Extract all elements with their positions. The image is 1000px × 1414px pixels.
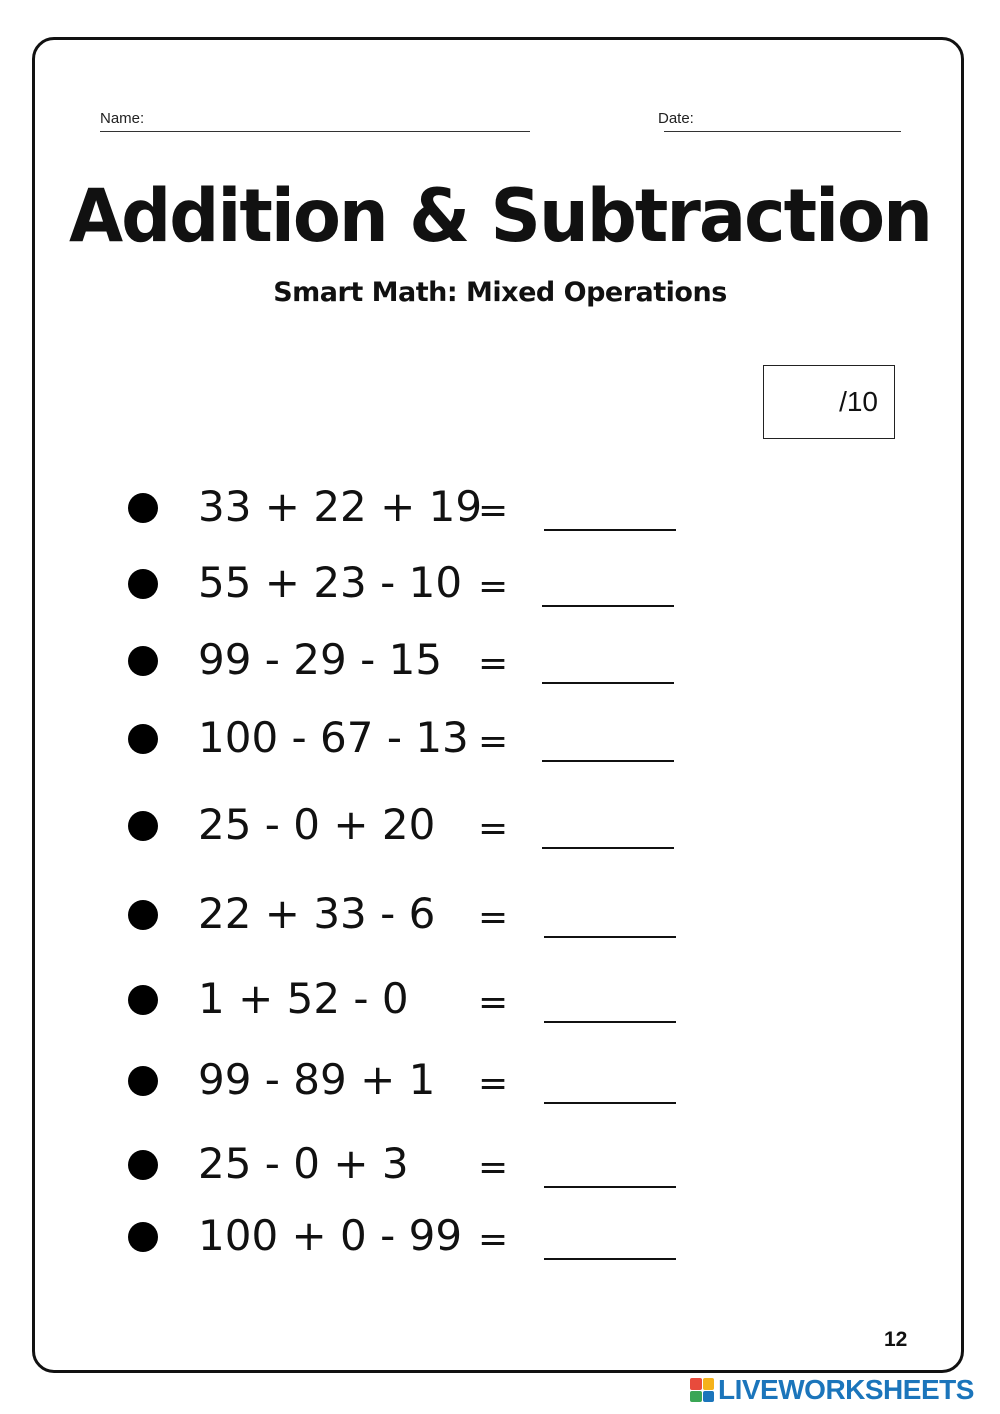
problem-item [0, 555, 1000, 615]
problem-item [0, 886, 1000, 946]
equals-sign: = [478, 1147, 509, 1188]
bullet-icon [128, 724, 158, 754]
equals-sign: = [478, 721, 509, 762]
brand-wordmark: LIVEWORKSHEETS [718, 1374, 974, 1405]
answer-blank[interactable] [544, 936, 676, 938]
date-label: Date: [658, 110, 694, 127]
name-label: Name: [100, 110, 145, 127]
liveworksheets-logo-icon [690, 1378, 714, 1402]
bullet-icon [128, 1066, 158, 1096]
problem-expression: 55 + 23 - 10 [198, 558, 463, 607]
bullet-icon [128, 493, 158, 523]
problem-expression: 99 - 29 - 15 [198, 635, 443, 684]
answer-blank[interactable] [544, 1102, 676, 1104]
problem-expression: 22 + 33 - 6 [198, 889, 436, 938]
bullet-icon [128, 900, 158, 930]
bullet-icon [128, 811, 158, 841]
answer-blank[interactable] [544, 1186, 676, 1188]
equals-sign: = [478, 897, 509, 938]
date-field-line[interactable] [664, 131, 901, 132]
name-field-line[interactable] [100, 131, 530, 132]
problem-item [0, 1208, 1000, 1268]
problem-expression: 99 - 89 + 1 [198, 1055, 436, 1104]
problem-item [0, 971, 1000, 1031]
problem-expression: 25 - 0 + 20 [198, 800, 436, 849]
answer-blank[interactable] [544, 1021, 676, 1023]
answer-blank[interactable] [544, 529, 676, 531]
page-number: 12 [884, 1328, 908, 1351]
problem-expression: 100 - 67 - 13 [198, 713, 469, 762]
equals-sign: = [478, 982, 509, 1023]
worksheet-title: Addition & Subtraction [68, 172, 931, 260]
equals-sign: = [478, 566, 509, 607]
answer-blank[interactable] [542, 760, 674, 762]
answer-blank[interactable] [544, 1258, 676, 1260]
bullet-icon [128, 985, 158, 1015]
equals-sign: = [478, 1063, 509, 1104]
problem-expression: 1 + 52 - 0 [198, 974, 409, 1023]
answer-blank[interactable] [542, 605, 674, 607]
equals-sign: = [478, 1219, 509, 1260]
equals-sign: = [478, 643, 509, 684]
problem-expression: 100 + 0 - 99 [198, 1211, 463, 1260]
equals-sign: = [478, 490, 509, 531]
worksheet-subtitle: Smart Math: Mixed Operations [273, 277, 727, 308]
problem-item [0, 710, 1000, 770]
problem-item [0, 479, 1000, 539]
problem-item [0, 1136, 1000, 1196]
liveworksheets-brand[interactable] [690, 1376, 974, 1404]
bullet-icon [128, 1222, 158, 1252]
score-box[interactable] [763, 365, 895, 439]
bullet-icon [128, 1150, 158, 1180]
answer-blank[interactable] [542, 847, 674, 849]
problem-item [0, 1052, 1000, 1112]
answer-blank[interactable] [542, 682, 674, 684]
bullet-icon [128, 646, 158, 676]
problem-expression: 33 + 22 + 19 [198, 482, 483, 531]
problem-item [0, 632, 1000, 692]
score-label: /10 [839, 386, 878, 417]
bullet-icon [128, 569, 158, 599]
problem-item [0, 797, 1000, 857]
problem-expression: 25 - 0 + 3 [198, 1139, 409, 1188]
equals-sign: = [478, 808, 509, 849]
